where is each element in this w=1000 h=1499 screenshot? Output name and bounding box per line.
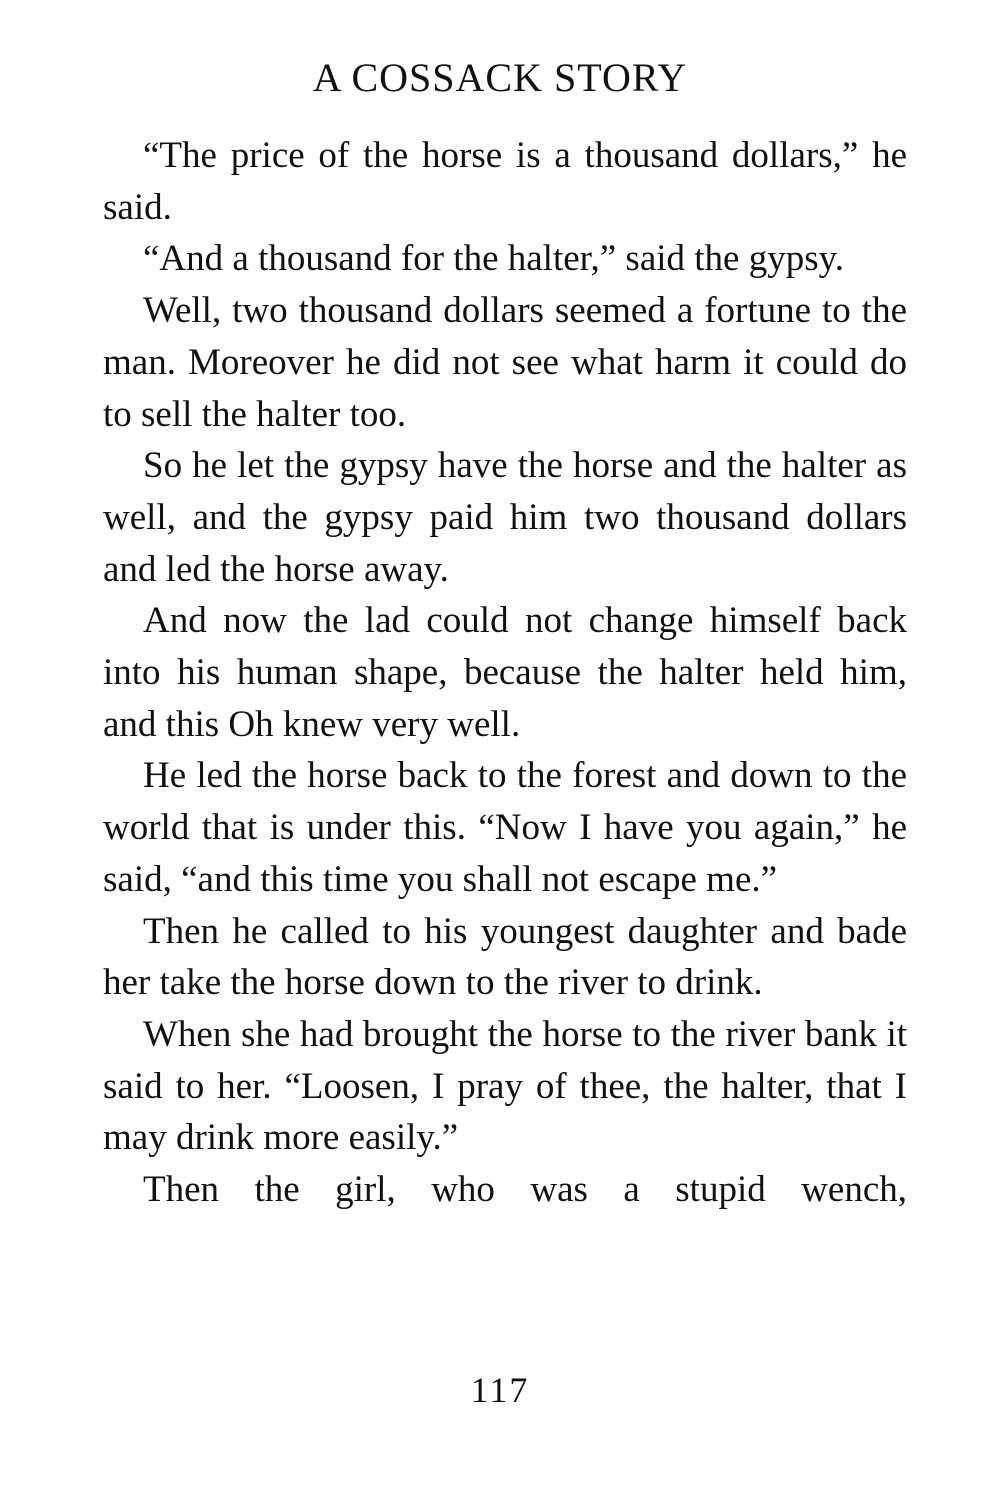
paragraph: When she had brought the horse to the river bank it said to her. “Loosen, I pray of thee, the halter, that I may drink more easily.” bbox=[103, 1013, 907, 1159]
page-body-text bbox=[103, 130, 907, 1216]
paragraph: Well, two thousand dollars seemed a fortune to the man. Moreover he did not see what harm it could do to sell the halter too. bbox=[103, 290, 907, 435]
paragraph: He led the horse back to the forest and down to the world that is under this. “Now I have you again,” he said, “and this time you shall not escape me.” bbox=[103, 755, 907, 900]
paragraph: “And a thousand for the halter,” said the gypsy. bbox=[143, 238, 844, 280]
paragraph: And now the lad could not change himself back into his human shape, because the halter held him, and this Oh knew very well. bbox=[103, 600, 907, 745]
page-number: 117 bbox=[470, 1370, 530, 1410]
paragraph-continued: Then the girl, who was a stupid wench, bbox=[143, 1169, 907, 1211]
running-head-title: A COSSACK STORY bbox=[312, 55, 688, 100]
paragraph: Then he called to his youngest daughter and bade her take the horse down to the river to drink. bbox=[103, 910, 907, 1004]
paragraph: “The price of the horse is a thousand dollars,” he said. bbox=[103, 135, 907, 228]
paragraph: So he let the gypsy have the horse and the halter as well, and the gypsy paid him two thousand dollars and led the horse away. bbox=[103, 445, 907, 590]
